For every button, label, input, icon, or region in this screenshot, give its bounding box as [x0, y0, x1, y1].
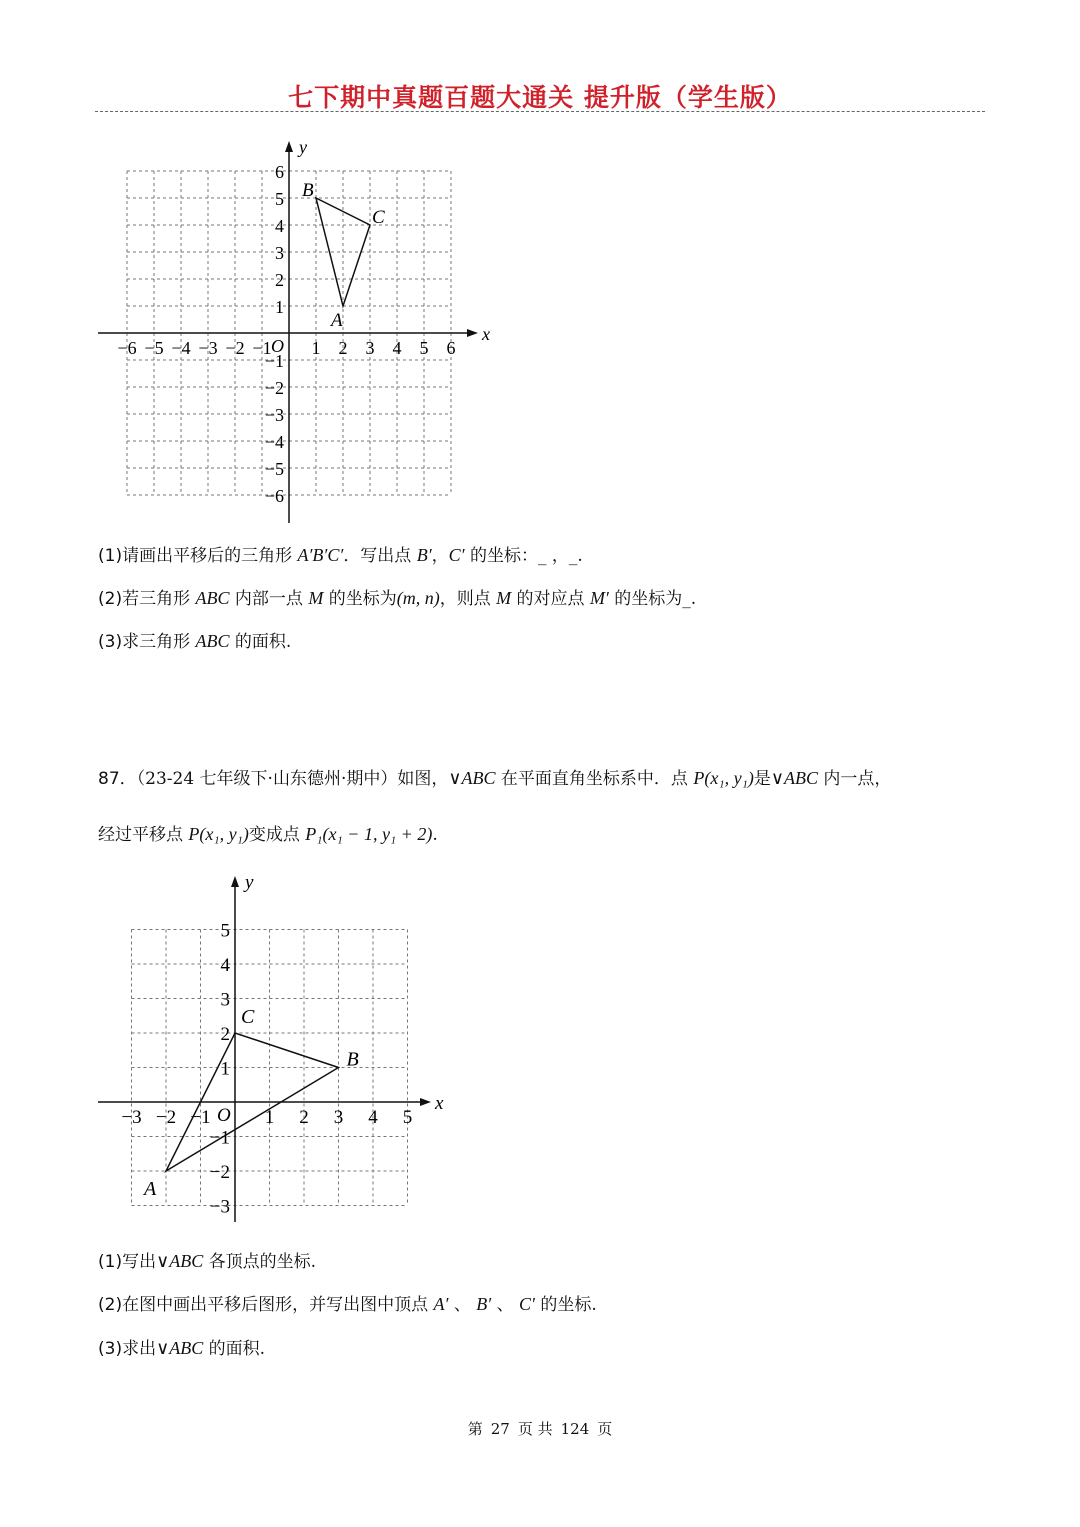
header-divider [95, 111, 985, 112]
y-tick-label: 1 [220, 1058, 230, 1080]
x-tick-label: 3 [333, 1107, 344, 1128]
y-tick-label: 4 [275, 216, 284, 236]
x-tick-label: 1 [311, 338, 321, 358]
x-tick-label: 4 [368, 1107, 378, 1128]
y-tick-label: −3 [209, 1196, 230, 1218]
x-tick-label: 3 [365, 338, 375, 358]
x-tick-label: 2 [338, 338, 348, 358]
y-tick-label: −3 [264, 405, 284, 425]
q87-stem-line-2: 经过平移点 P(x₁, y₁)变成点 P₁(x₁ − 1, y₁ + 2). [98, 824, 438, 845]
x-tick-label: −2 [225, 338, 245, 358]
y-tick-label: 5 [275, 189, 284, 209]
x-tick-label: −3 [198, 338, 218, 358]
q87-stem-line-1: 87．（23-24 七年级下·山东德州·期中）如图，∨ABC 在平面直角坐标系中．点 P(x₁, y₁)是∨ABC 内一点， [98, 768, 892, 789]
x-tick-label: −6 [117, 338, 137, 358]
q87-part-3: (3)求出∨ABC 的面积. [98, 1338, 266, 1359]
q87-part-1: (1)写出∨ABC 各顶点的坐标. [98, 1251, 317, 1272]
origin-label: O [217, 1105, 231, 1126]
y-tick-label: −4 [264, 432, 284, 452]
x-axis-label: x [435, 1093, 444, 1114]
x-tick-label: 2 [299, 1107, 309, 1128]
y-tick-label: −1 [209, 1127, 230, 1149]
y-axis-label: y [299, 137, 307, 157]
y-tick-label: −2 [209, 1162, 230, 1183]
coordinate-figure-1 [90, 135, 490, 530]
y-tick-label: 2 [275, 270, 284, 290]
y-tick-label: 3 [220, 989, 230, 1011]
page-footer: 第 27 页 共 124 页 [467, 1420, 613, 1438]
vertex-label-a: A [144, 1178, 157, 1200]
x-axis-label: x [482, 324, 490, 344]
vertex-label-c: C [372, 207, 385, 228]
x-tick-label: −1 [252, 338, 272, 358]
y-axis-arrow [285, 141, 293, 152]
page-number: 27 [490, 1420, 510, 1438]
x-tick-label: 4 [392, 338, 402, 358]
y-axis-arrow [231, 876, 239, 887]
y-tick-label: −1 [264, 351, 284, 371]
vertex-label-b: B [302, 180, 314, 201]
x-tick-label: −4 [171, 338, 191, 358]
coordinate-figure-2 [90, 872, 450, 1227]
vertex-label-a: A [331, 310, 343, 331]
y-tick-label: 2 [220, 1024, 230, 1045]
origin-label: O [271, 336, 284, 356]
vertex-label-c: C [241, 1006, 255, 1028]
x-tick-label: 1 [264, 1107, 275, 1128]
y-tick-label: 4 [220, 955, 230, 976]
vertex-label-b: B [346, 1048, 359, 1071]
y-tick-label: −5 [264, 459, 284, 479]
x-axis-arrow [467, 329, 478, 337]
y-tick-label: 3 [275, 243, 284, 263]
page-total: 124 [560, 1420, 590, 1438]
y-axis-label: y [245, 872, 254, 893]
x-tick-label: −3 [121, 1107, 142, 1128]
y-tick-label: 1 [275, 297, 284, 317]
y-tick-label: 5 [220, 920, 230, 942]
y-tick-label: −6 [264, 486, 284, 506]
x-tick-label: 5 [402, 1107, 413, 1128]
x-tick-label: 6 [446, 338, 456, 358]
x-tick-label: −1 [190, 1107, 211, 1128]
q86-part-3: (3)求三角形 ABC 的面积. [98, 631, 292, 652]
y-tick-label: −2 [264, 378, 284, 398]
q86-part-2: (2)若三角形 ABC 内部一点 M 的坐标为(m, n)，则点 M 的对应点 M′ 的坐标为_. [98, 588, 697, 609]
x-tick-label: 5 [419, 338, 429, 358]
q87-part-2: (2)在图中画出平移后图形，并写出图中顶点 A′ 、 B′ 、 C′ 的坐标. [98, 1294, 597, 1315]
x-tick-label: −5 [144, 338, 164, 358]
y-tick-label: 6 [275, 162, 284, 182]
x-axis-arrow [420, 1098, 431, 1106]
q86-part-1: (1)请画出平移后的三角形 A′B′C′．写出点 B′，C′ 的坐标：_ ，_. [98, 545, 583, 566]
page-header-title: 七下期中真题百题大通关 提升版（学生版） [288, 83, 792, 112]
x-tick-label: −2 [155, 1107, 177, 1128]
